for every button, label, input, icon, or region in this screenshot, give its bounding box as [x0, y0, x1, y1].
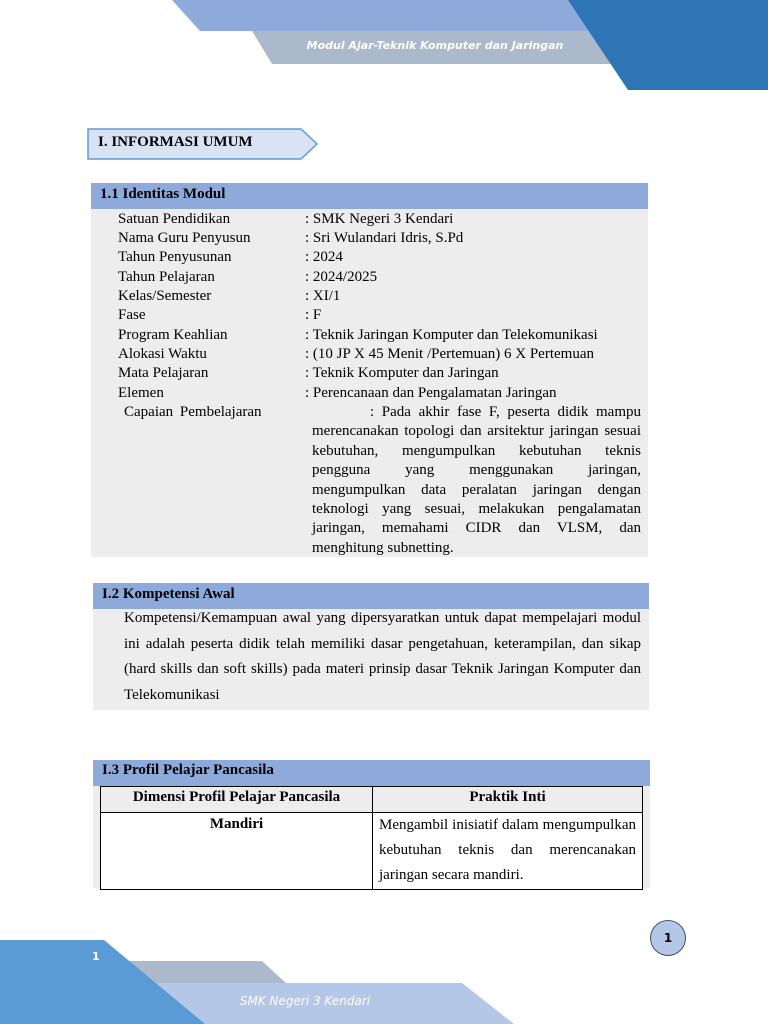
identitas-row-label: Alokasi Waktu	[118, 345, 207, 362]
identitas-heading: 1.1 Identitas Modul	[91, 183, 648, 209]
identitas-row-label: Elemen	[118, 384, 164, 401]
table-cell-praktik: Mengambil inisiatif dalam mengumpulkan kebutuhan teknis dan merencanakan jaringan secara mandiri.	[373, 813, 643, 890]
identitas-row	[0, 248, 768, 267]
identitas-row	[0, 210, 768, 229]
identitas-row	[0, 287, 768, 306]
identitas-row	[0, 384, 768, 403]
identitas-row	[0, 306, 768, 325]
identitas-row-label: Fase	[118, 307, 146, 324]
identitas-row-label: Kelas/Semester	[118, 287, 212, 304]
table-row	[101, 813, 643, 890]
footer-school-name: SMK Negeri 3 Kendari	[239, 994, 371, 1008]
identitas-row-value: : SMK Negeri 3 Kendari	[305, 210, 454, 227]
identitas-row	[0, 326, 768, 345]
kompetensi-heading: I.2 Kompetensi Awal	[93, 583, 649, 609]
identitas-row-value: : Teknik Komputer dan Jaringan	[305, 365, 499, 382]
identitas-row-label: Nama Guru Penyusun	[118, 229, 251, 246]
identitas-row	[0, 364, 768, 383]
table-cell-dimensi: Mandiri	[101, 813, 373, 890]
identitas-row-value: : (10 JP X 45 Menit /Pertemuan) 6 X Pertemuan	[305, 345, 594, 362]
identitas-row-value: : 2024	[305, 249, 343, 266]
identitas-row	[0, 345, 768, 364]
identitas-row-value: : F	[305, 307, 322, 324]
table-header-dimensi: Dimensi Profil Pelajar Pancasila	[101, 787, 373, 813]
table-header-praktik: Praktik Inti	[373, 787, 643, 813]
identitas-row-value: : Perencanaan dan Pengalamatan Jaringan	[305, 384, 557, 401]
identitas-row-label: Tahun Penyusunan	[118, 249, 232, 266]
identitas-row-label: Satuan Pendidikan	[118, 210, 231, 227]
profil-table	[100, 786, 643, 890]
identitas-row-value: : Teknik Jaringan Komputer dan Telekomunikasi	[305, 326, 598, 343]
identitas-row-value: : XI/1	[305, 287, 341, 304]
identitas-row-value: : Sri Wulandari Idris, S.Pd	[305, 229, 464, 246]
identitas-row	[0, 268, 768, 287]
identitas-row-label: Mata Pelajaran	[118, 365, 209, 382]
identitas-row-label: Program Keahlian	[118, 326, 228, 343]
identitas-row-label: Tahun Pelajaran	[118, 268, 215, 285]
identitas-row	[0, 229, 768, 248]
identitas-row-value: : 2024/2025	[305, 268, 378, 285]
page-number-badge: 1	[650, 920, 686, 956]
footer-page-number: 1	[92, 950, 100, 963]
section-title: I. INFORMASI UMUM	[98, 134, 253, 150]
profil-heading: I.3 Profil Pelajar Pancasila	[93, 760, 650, 786]
capaian-label: Capaian Pembelajaran	[124, 404, 262, 420]
header-title: Modul Ajar-Teknik Komputer dan Jaringan	[306, 39, 564, 52]
capaian-value: : Pada akhir fase F, peserta didik mampu merencanakan topologi dan arsitektur jaringan sesuai kebutuhan, mengumpulkan kebutuhan teknis pengguna yang menggunakan jaringan, mengumpulkan data peralatan jaringan dengan teknologi yang sesuai, melakukan pengalamatan jaringan, memahami CIDR dan VLSM, dan menghitung subnetting.	[312, 404, 641, 556]
kompetensi-text: Kompetensi/Kemampuan awal yang dipersyaratkan untuk dapat mempelajari modul ini adalah peserta didik telah memiliki dasar pengetahuan, keterampilan, dan sikap (hard skills dan soft skills) pada materi prinsip dasar Teknik Jaringan Komputer dan Telekomunikasi	[124, 610, 641, 704]
